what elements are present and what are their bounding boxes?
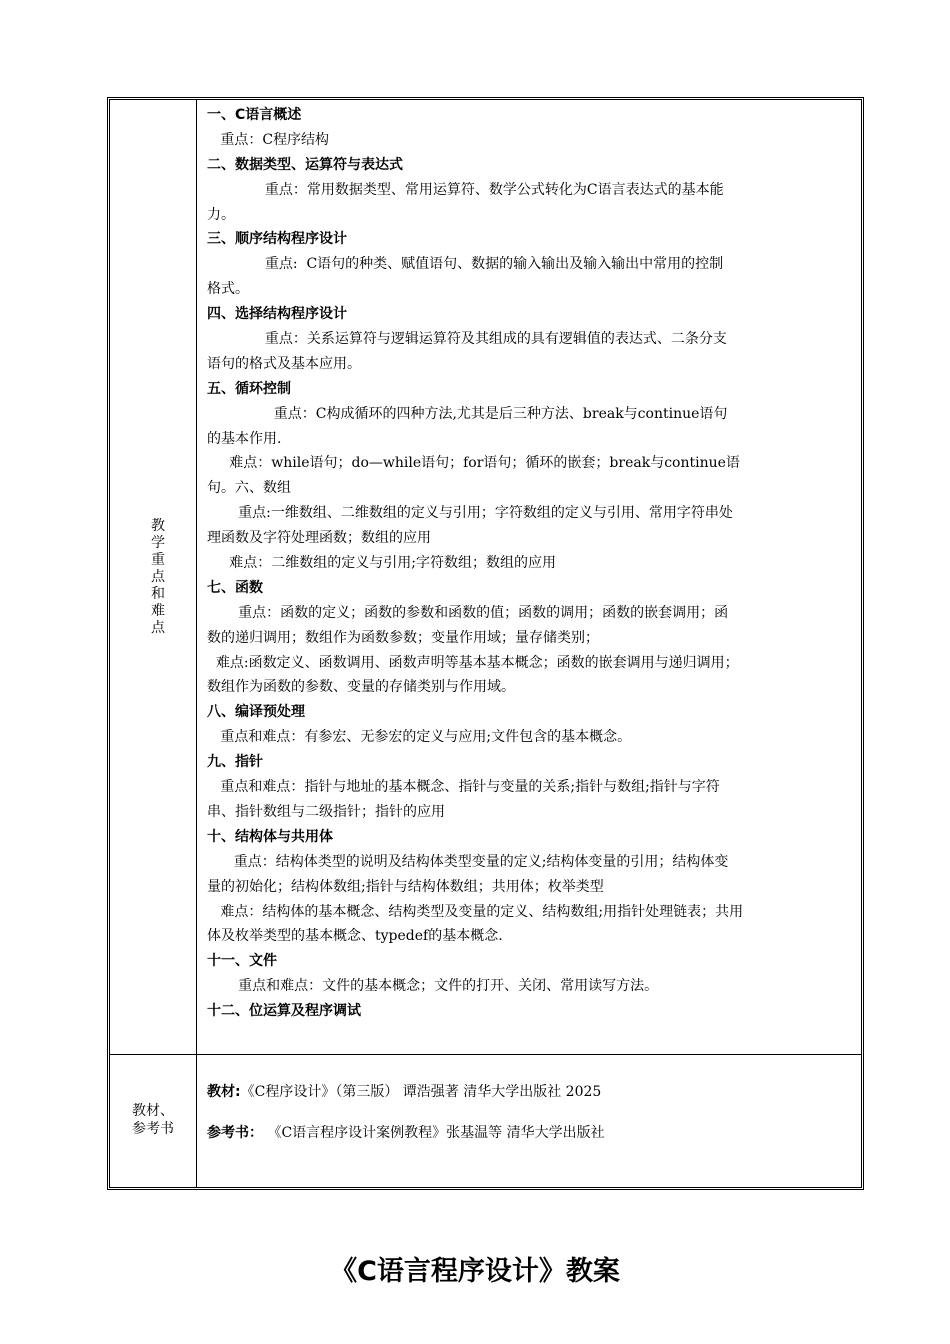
key-points-content (207, 103, 859, 1024)
section-heading: 十一、文件 (207, 953, 277, 970)
content-line: 格式。 (207, 281, 249, 298)
textbook-label: 教材: (207, 1084, 241, 1100)
content-line: 难点：while语句；do—while语句；for语句；循环的嵌套；break与continue语 (207, 455, 740, 472)
content-line: 串、指针数组与二级指针；指针的应用 (207, 803, 445, 820)
section-heading: 二、数据类型、运算符与表达式 (207, 156, 403, 173)
textbook-value: 《C程序设计》（第三版） 谭浩强著 清华大学出版社 2025 (240, 1084, 602, 1100)
content-line: 难点：结构体的基本概念、结构类型及变量的定义、结构数组;用指针处理链表；共用 (207, 903, 744, 920)
content-line: 重点：关系运算符与逻辑运算符及其组成的具有逻辑值的表达式、二条分支 (207, 331, 727, 348)
row-divider (110, 1054, 861, 1055)
reference-label: 参考书： (207, 1125, 263, 1141)
content-line: 重点和难点：指针与地址的基本概念、指针与变量的关系;指针与数组;指针与字符 (207, 779, 720, 796)
content-line: 句。六、数组 (207, 480, 291, 497)
column-divider (196, 100, 197, 1187)
lesson-plan-table (107, 97, 864, 1190)
textbook-label-cell (120, 1102, 186, 1138)
reference-value: 《C语言程序设计案例教程》张基温等 清华大学出版社 (263, 1125, 605, 1141)
content-line: 力。 (207, 206, 235, 223)
content-line: 数组作为函数的参数、变量的存储类别与作用域。 (207, 679, 515, 696)
key-points-label: 教学重点和难点 (151, 518, 165, 636)
section-heading: 三、顺序结构程序设计 (207, 231, 347, 248)
content-line: 重点: C语句的种类、赋值语句、数据的输入输出及输入输出中常用的控制 (207, 256, 724, 273)
content-line: 重点和难点：文件的基本概念；文件的打开、关闭、常用读写方法。 (207, 978, 659, 995)
section-heading: 八、编译预处理 (207, 704, 305, 721)
textbook-label-line2: 参考书 (132, 1121, 174, 1137)
section-heading: 十、结构体与共用体 (207, 828, 333, 845)
textbook-row (207, 1082, 859, 1102)
section-heading: 五、循环控制 (207, 380, 291, 397)
content-line: 数的递归调用；数组作为函数参数；变量作用域；量存储类别； (207, 629, 599, 646)
section-heading: 七、函数 (207, 579, 263, 596)
page-title: 《C语言程序设计》教案 (330, 1256, 620, 1287)
content-line: 重点和难点：有参宏、无参宏的定义与应用;文件包含的基本概念。 (207, 729, 632, 746)
section-heading: 十二、位运算及程序调试 (207, 1003, 361, 1020)
content-line: 重点:一维数组、二维数组的定义与引用；字符数组的定义与引用、常用字符串处 (207, 505, 733, 522)
content-line: 难点:函数定义、函数调用、函数声明等基本基本概念；函数的嵌套调用与递归调用； (207, 654, 739, 671)
content-line: 重点：常用数据类型、常用运算符、数学公式转化为C语言表达式的基本能 (207, 181, 724, 198)
content-line: 量的初始化；结构体数组;指针与结构体数组；共用体；枚举类型 (207, 878, 604, 895)
content-line: 语句的格式及基本应用。 (207, 355, 361, 372)
content-line: 重点：C程序结构 (207, 131, 330, 148)
content-line: 重点：C构成循环的四种方法,尤其是后三种方法、break与continue语句 (207, 405, 728, 422)
textbook-content (207, 1082, 859, 1164)
content-line: 重点：函数的定义；函数的参数和函数的值；函数的调用；函数的嵌套调用；函 (207, 604, 729, 621)
content-line: 的基本作用. (207, 430, 282, 447)
content-line: 体及枚举类型的基本概念、typedef的基本概念. (207, 928, 503, 945)
reference-row (207, 1123, 859, 1143)
section-heading: 九、指针 (207, 754, 263, 771)
section-heading: 四、选择结构程序设计 (207, 306, 347, 323)
section-heading: 一、C语言概述 (207, 107, 302, 123)
textbook-label-line1: 教材、 (132, 1103, 174, 1119)
content-line: 难点：二维数组的定义与引用;字符数组；数组的应用 (207, 555, 556, 572)
content-line: 重点：结构体类型的说明及结构体类型变量的定义;结构体变量的引用；结构体变 (207, 853, 729, 870)
content-line: 理函数及字符处理函数；数组的应用 (207, 530, 431, 547)
